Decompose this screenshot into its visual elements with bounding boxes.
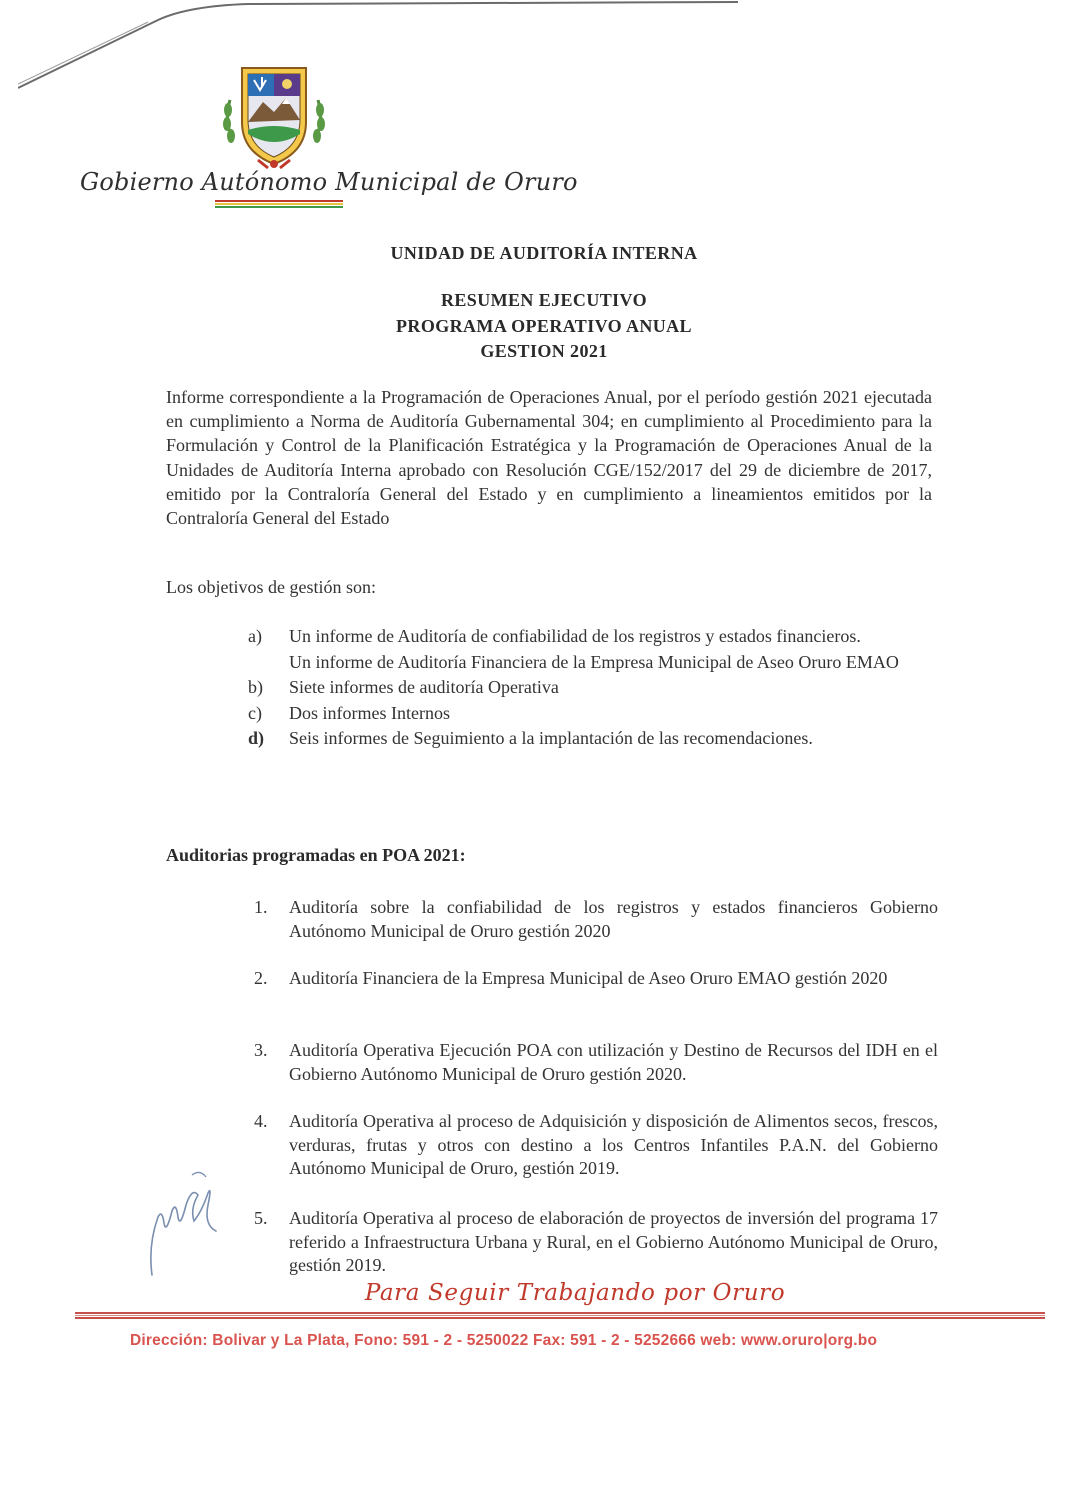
audit-text: Auditoría Operativa al proceso de elaboración de proyectos de inversión del programa 17 referido a Infraestructura Urbana y Rural, en el Gobierno Autónomo Municipal de Oruro, gestión 2019. — [289, 1208, 938, 1275]
summary-title-line3: GESTION 2021 — [480, 341, 608, 361]
audit-number: 3. — [254, 1040, 268, 1060]
audit-item — [248, 1039, 938, 1086]
audit-item — [248, 1207, 938, 1278]
objective-item — [248, 675, 938, 701]
intro-paragraph: Informe correspondiente a la Programación de Operaciones Anual, por el período gestión 2021 ejecutada en cumplimiento a Norma de Auditoría Gubernamental 304; en cumplimiento al Procedimiento para la Formulación y Control de la Planificación Estratégica y la Programación de Operaciones Anual de la Unidades de Auditoría Interna aprobado con Resolución CGE/152/2017 del 29 de diciembre de 2017, emitido por la Contraloría General del Estado y en cumplimiento a lineamientos emitidos por la Contraloría General del Estado — [166, 387, 932, 529]
municipal-crest-logo — [218, 60, 330, 172]
audit-text: Auditoría Operativa al proceso de Adquisición y disposición de Alimentos secos, frescos, verduras, frutas y otros con destino a los Centros Infantiles P.A.N. del Gobierno Autónomo Municipal de Oruro, gestión 2019. — [289, 1111, 938, 1178]
audit-number: 4. — [254, 1111, 268, 1131]
objective-item — [248, 624, 938, 675]
objective-marker: c) — [248, 702, 262, 723]
objective-text: Dos informes Internos — [289, 702, 450, 723]
objective-marker: a) — [248, 626, 262, 646]
footer-address: Dirección: Bolivar y La Plata, Fono: 591 - 2 - 5250022 Fax: 591 - 2 - 5252666 web: www.oruro|org.bo — [130, 1332, 878, 1349]
audit-item — [248, 967, 938, 991]
audit-number: 1. — [254, 897, 268, 917]
objectives-list — [248, 624, 938, 752]
objectives-label: Los objetivos de gestión son: — [166, 577, 376, 597]
audit-number: 5. — [254, 1208, 268, 1228]
audit-text: Auditoría Financiera de la Empresa Municipal de Aseo Oruro EMAO gestión 2020 — [289, 968, 888, 988]
audits-section-title: Auditorias programadas en POA 2021: — [166, 845, 466, 865]
unit-title: UNIDAD DE AUDITORÍA INTERNA — [390, 243, 698, 263]
footer-rule — [75, 1312, 1045, 1320]
audit-text: Auditoría sobre la confiabilidad de los registros y estados financieros Gobierno Autónomo Municipal de Oruro gestión 2020 — [289, 897, 938, 941]
summary-title-line1: RESUMEN EJECUTIVO — [441, 290, 647, 310]
objective-item — [248, 726, 938, 752]
audit-text: Auditoría Operativa Ejecución POA con utilización y Destino de Recursos del IDH en el Gobierno Autónomo Municipal de Oruro gestión 2020. — [289, 1040, 938, 1084]
audit-number: 2. — [254, 968, 268, 988]
audit-item — [248, 896, 938, 943]
audit-item — [248, 1110, 938, 1181]
handwritten-initials-signature — [138, 1165, 228, 1285]
objective-text-secondary: Un informe de Auditoría Financiera de la Empresa Municipal de Aseo Oruro EMAO — [289, 651, 899, 672]
footer-motto: Para Seguir Trabajando por Oruro — [364, 1280, 786, 1306]
tricolor-underline — [215, 200, 343, 208]
objective-text: Seis informes de Seguimiento a la implantación de las recomendaciones. — [289, 728, 813, 748]
objective-marker: d) — [248, 728, 265, 748]
scan-edge-line — [18, 0, 738, 90]
objective-marker: b) — [248, 677, 263, 697]
summary-title-line2: PROGRAMA OPERATIVO ANUAL — [396, 316, 692, 336]
objective-text: Un informe de Auditoría de confiabilidad de los registros y estados financieros. — [289, 626, 861, 646]
government-name: Gobierno Autónomo Municipal de Oruro — [80, 168, 578, 196]
objective-text: Siete informes de auditoría Operativa — [289, 677, 559, 697]
objective-item — [248, 701, 938, 727]
